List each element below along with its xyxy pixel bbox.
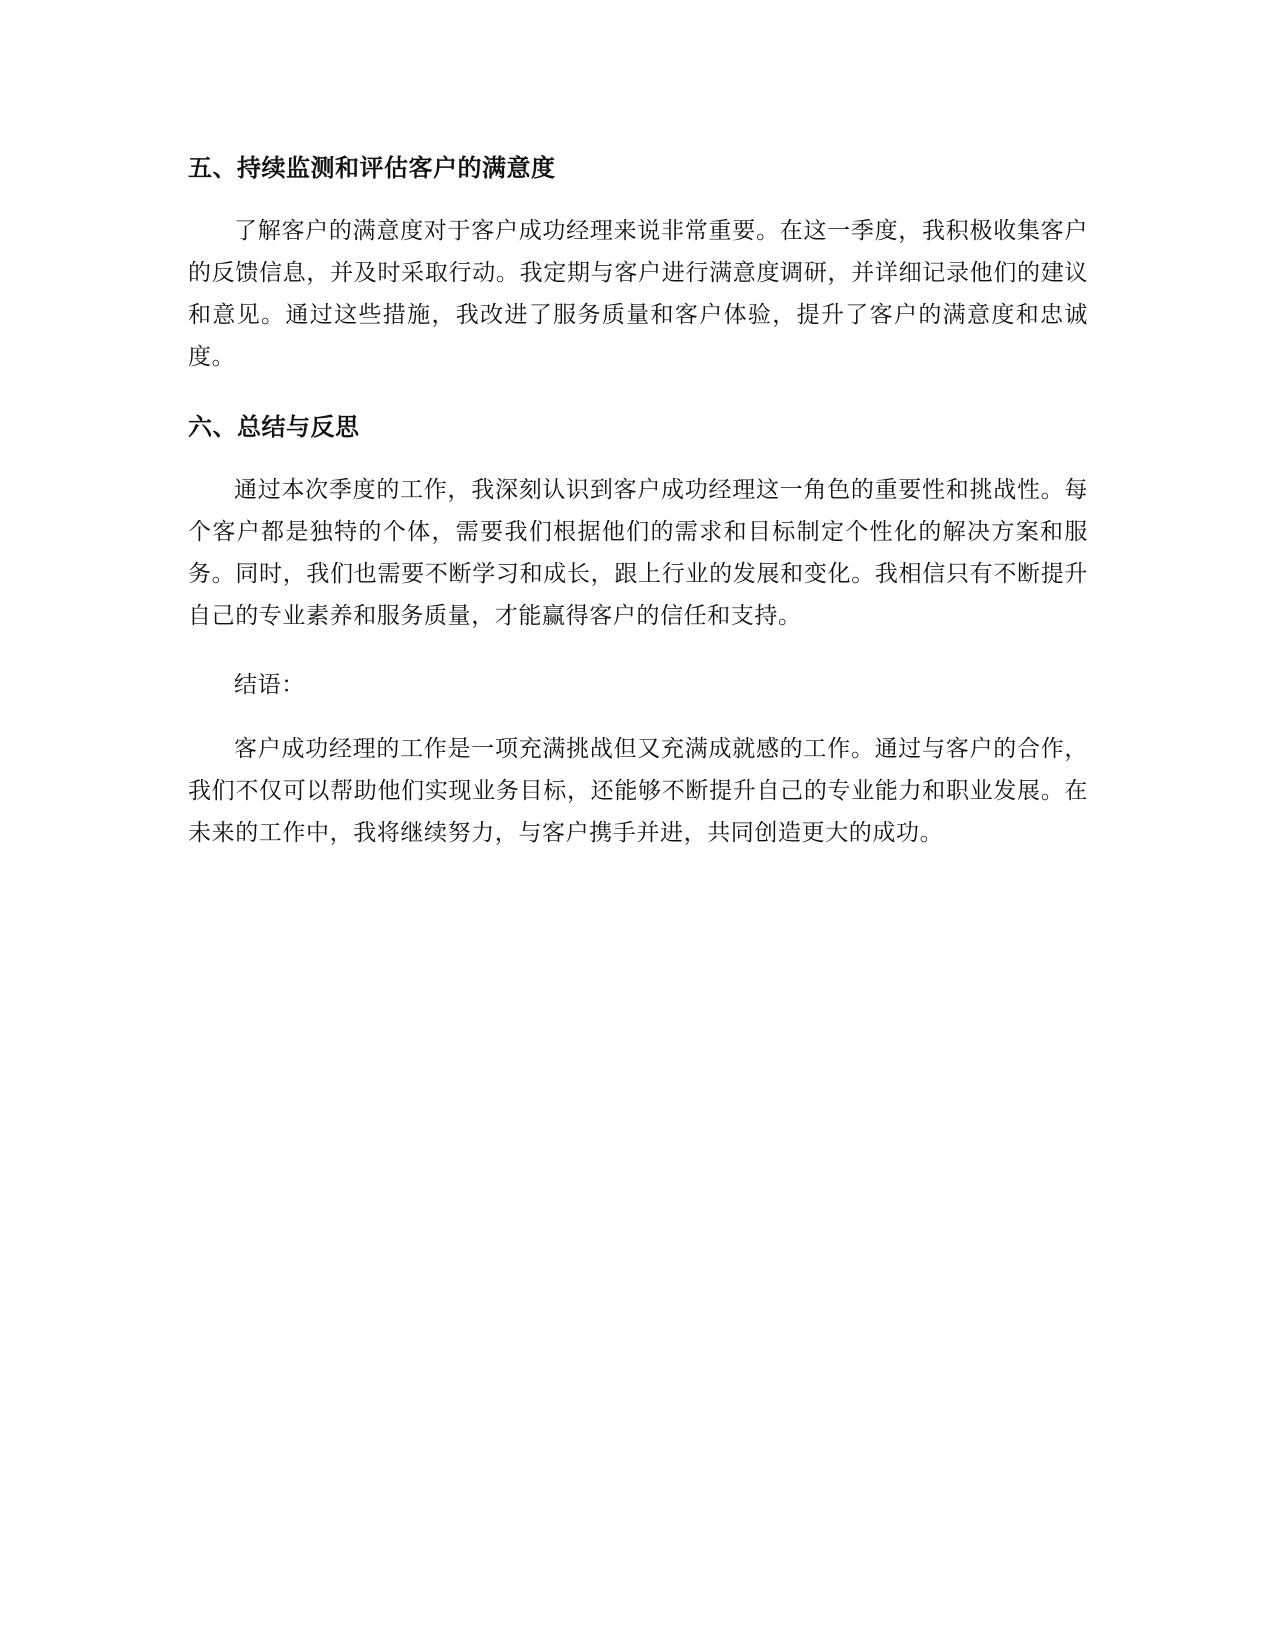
- section-heading-satisfaction: 五、持续监测和评估客户的满意度: [188, 154, 556, 182]
- section-heading-summary: 六、总结与反思: [188, 413, 360, 441]
- section-paragraph-satisfaction: 了解客户的满意度对于客户成功经理来说非常重要。在这一季度，我积极收集客户的反馈信息，并及时采取行动。我定期与客户进行满意度调研，并详细记录他们的建议和意见。通过这些措施，我改进了服务质量和客户体验，提升了客户的满意度和忠诚度。: [188, 218, 1088, 370]
- section-paragraph-summary: 通过本次季度的工作，我深刻认识到客户成功经理这一角色的重要性和挑战性。每个客户都是独特的个体，需要我们根据他们的需求和目标制定个性化的解决方案和服务。同时，我们也需要不断学习和成长，跟上行业的发展和变化。我相信只有不断提升自己的专业素养和服务质量，才能赢得客户的信任和支持。: [188, 477, 1088, 629]
- closing-label: 结语：: [234, 672, 305, 698]
- closing-paragraph: 客户成功经理的工作是一项充满挑战但又充满成就感的工作。通过与客户的合作，我们不仅可以帮助他们实现业务目标，还能够不断提升自己的专业能力和职业发展。在未来的工作中，我将继续努力，与客户携手并进，共同创造更大的成功。: [188, 736, 1088, 846]
